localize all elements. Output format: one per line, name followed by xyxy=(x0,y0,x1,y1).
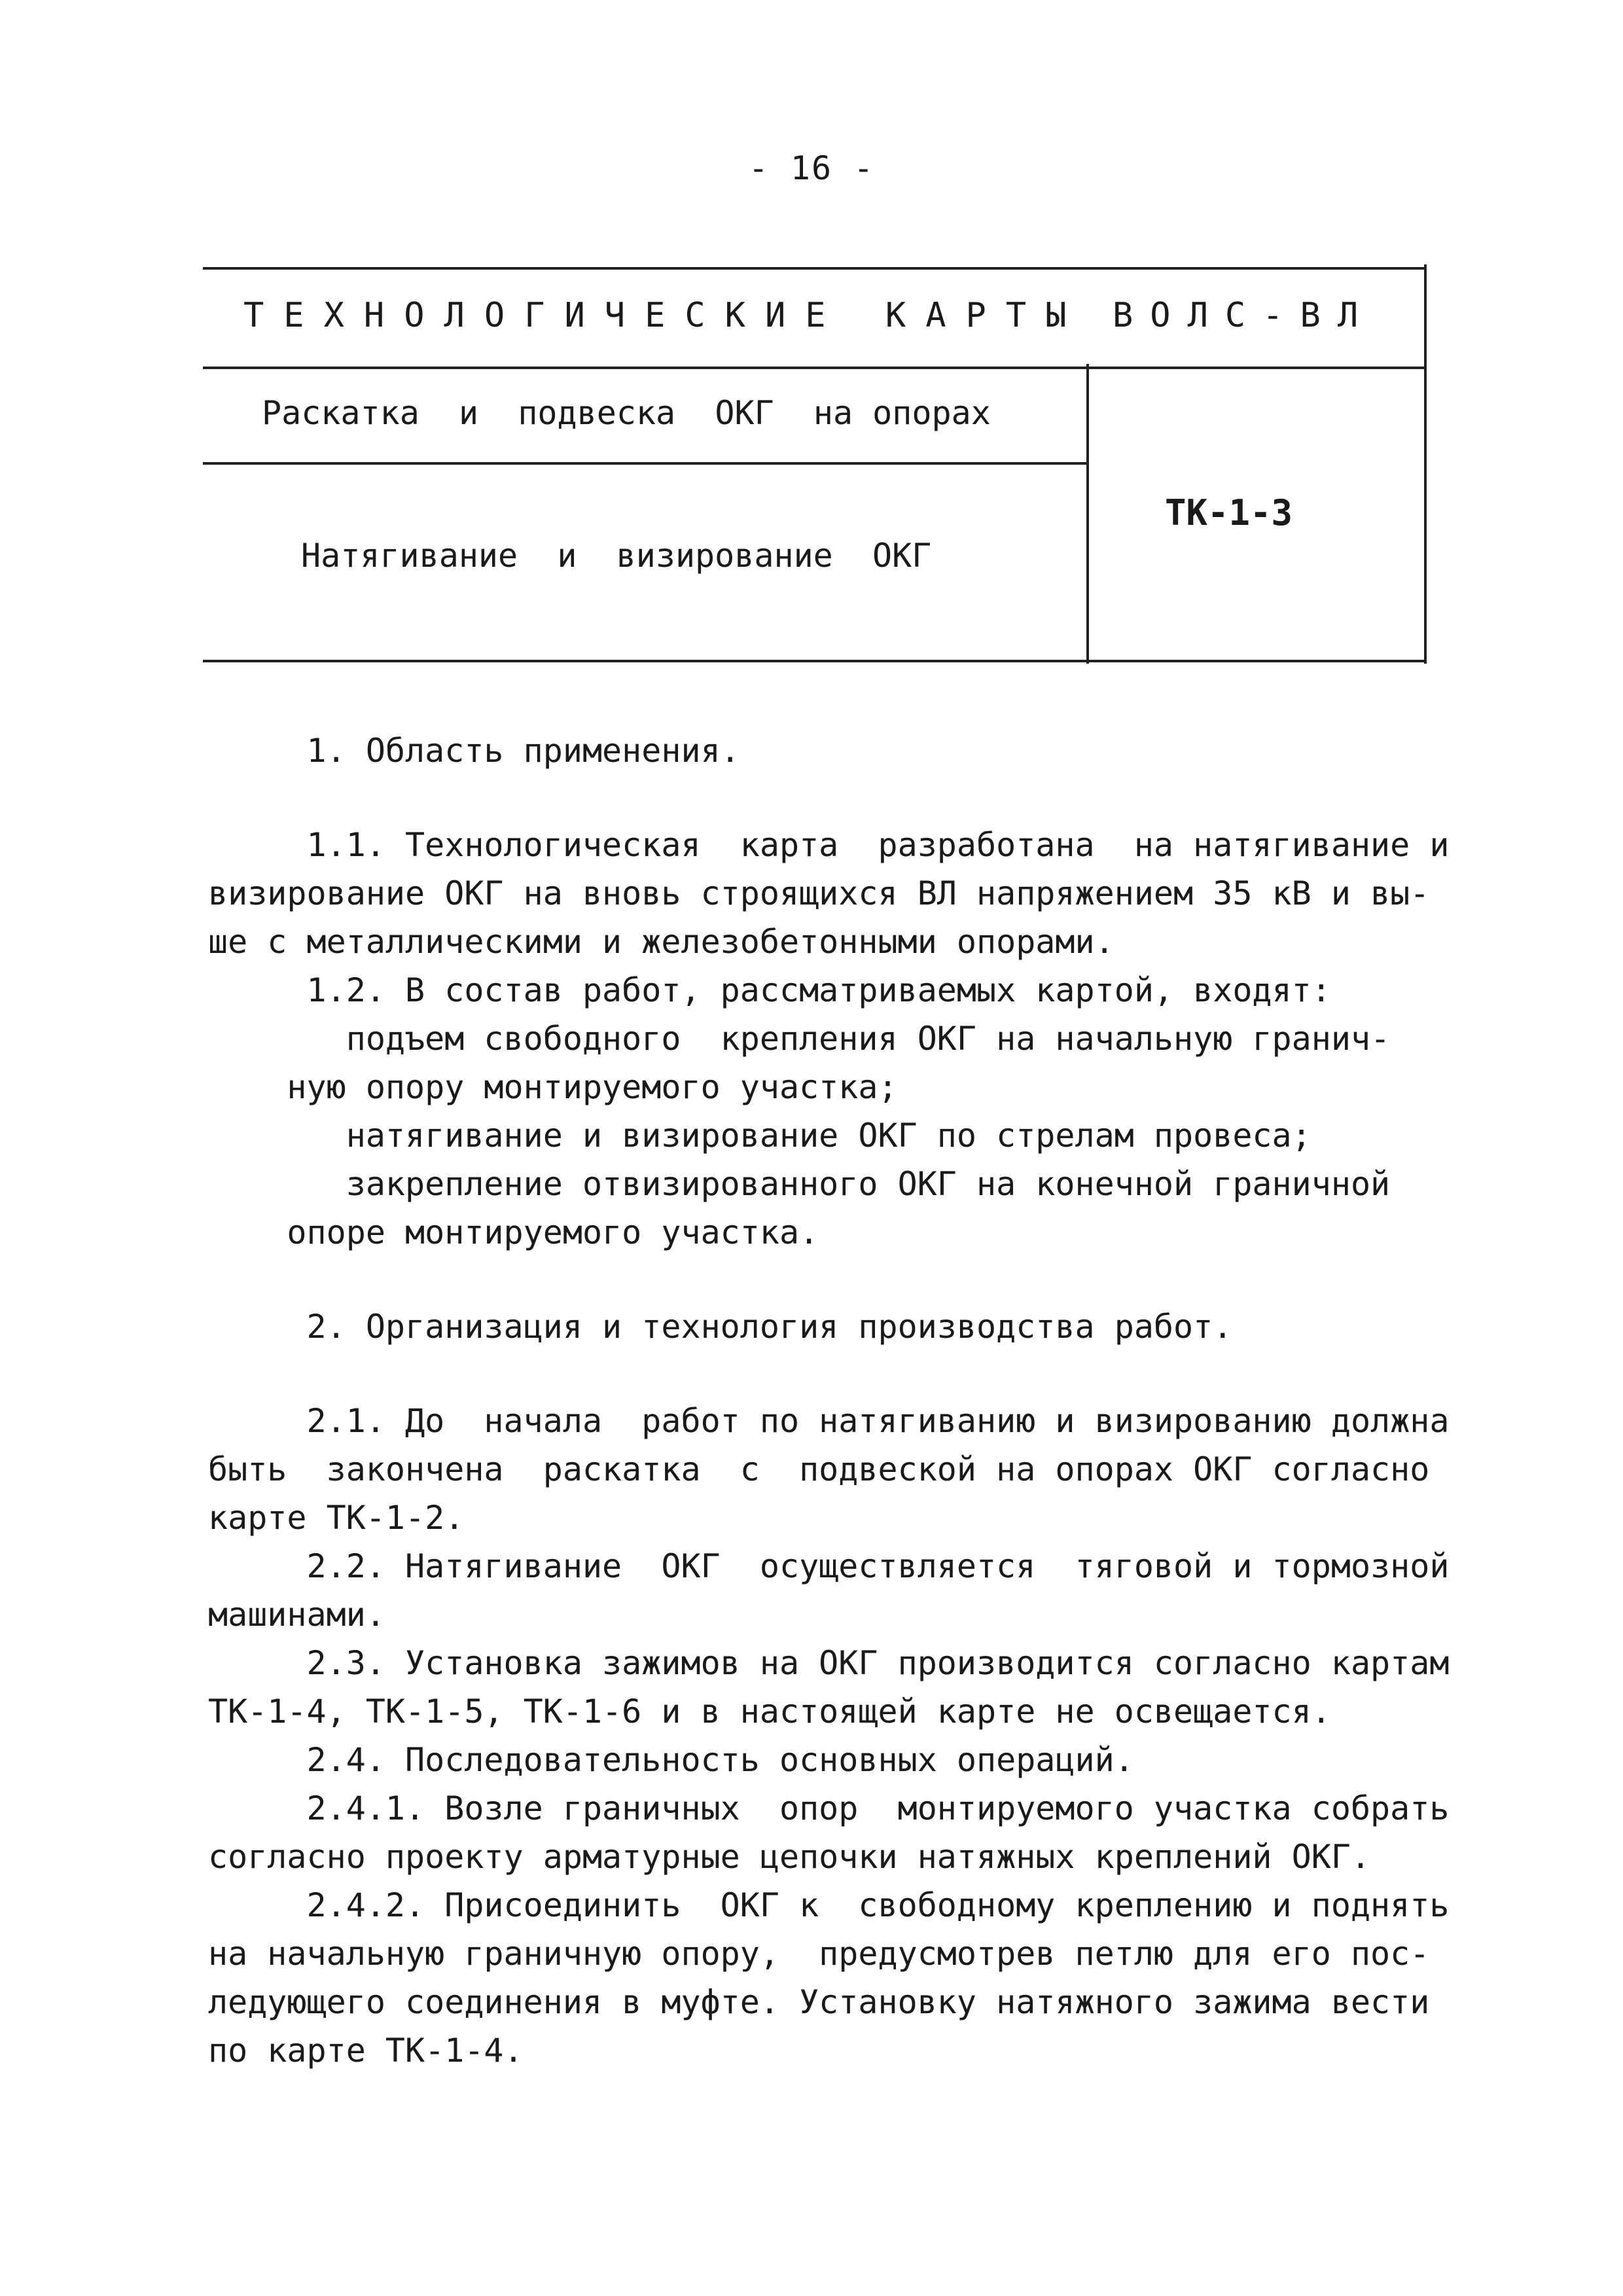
paragraph-line: 2.4.1. Возле граничных опор монтируемого участка собрать xyxy=(208,1789,1450,1827)
section-heading: 2. Организация и технология производства работ. xyxy=(208,1308,1233,1346)
paragraph-line: согласно проекту арматурные цепочки натяжных креплений ОКГ. xyxy=(208,1838,1371,1876)
paragraph-line: 2.4. Последовательность основных операций. xyxy=(208,1741,1134,1779)
paragraph-line: 1.1. Технологическая карта разработана на натягивание и xyxy=(208,826,1450,864)
header-rule-3 xyxy=(203,462,1088,465)
spacer xyxy=(208,1257,1438,1302)
paragraph-line: по карте ТК-1-4. xyxy=(208,2032,524,2070)
header-rule-2 xyxy=(203,367,1427,369)
header-right-border xyxy=(1424,264,1427,664)
spacer xyxy=(208,775,1438,821)
paragraph-line: визирование ОКГ на вновь строящихся ВЛ напряжением 35 кВ и вы- xyxy=(208,874,1430,912)
paragraph-line: ТК-1-4, ТК-1-5, ТК-1-6 и в настоящей карте не освещается. xyxy=(208,1693,1331,1731)
paragraph-line: 1.2. В состав работ, рассматриваемых картой, входят: xyxy=(208,971,1331,1009)
section-heading: 1. Область применения. xyxy=(208,732,740,770)
paragraph-line: 2.2. Натягивание ОКГ осуществляется тяговой и тормозной xyxy=(208,1547,1450,1585)
paragraph-line: машинами. xyxy=(208,1596,385,1634)
spacer xyxy=(208,1351,1438,1397)
paragraph-line: 2.4.2. Присоединить ОКГ к свободному креплению и поднять xyxy=(208,1886,1450,1924)
paragraph-line: ную опору монтируемого участка; xyxy=(208,1068,898,1106)
page-number: - 16 - xyxy=(748,149,875,187)
paragraph-line: опоре монтируемого участка. xyxy=(208,1213,819,1251)
paragraph-line: ледующего соединения в муфте. Установку натяжного зажима вести xyxy=(208,1983,1430,2021)
paragraph-line: ше с металлическими и железобетонными опорами. xyxy=(208,923,1115,961)
header-work-title: Раскатка и подвеска ОКГ на опорах xyxy=(262,394,991,432)
header-series: ВОЛС-ВЛ xyxy=(1113,296,1376,335)
paragraph-line: быть закончена раскатка с подвеской на опорах ОКГ согласно xyxy=(208,1450,1430,1488)
paragraph-line: закрепление отвизированного ОКГ на конечной граничной xyxy=(208,1165,1391,1203)
paragraph-line: 2.1. До начала работ по натягиванию и визированию должна xyxy=(208,1402,1450,1440)
header-operation-title: Натягивание и визирование ОКГ xyxy=(301,537,932,575)
header-card-code: ТК-1-3 xyxy=(1165,492,1293,533)
paragraph-line: на начальную граничную опору, предусмотрев петлю для его пос- xyxy=(208,1935,1430,1973)
paragraph-line: 2.3. Установка зажимов на ОКГ производится согласно картам xyxy=(208,1644,1450,1682)
header-title: ТЕХНОЛОГИЧЕСКИЕ КАРТЫ xyxy=(243,296,1086,335)
paragraph-line: подъем свободного крепления ОКГ на начальную гранич- xyxy=(208,1020,1391,1058)
header-bottom-rule xyxy=(203,660,1427,662)
document-body xyxy=(208,726,1450,2075)
header-middle-divider xyxy=(1086,364,1089,664)
paragraph-line: натягивание и визирование ОКГ по стрелам провеса; xyxy=(208,1117,1311,1155)
header-top-rule xyxy=(203,267,1427,270)
paragraph-line: карте ТК-1-2. xyxy=(208,1499,465,1537)
